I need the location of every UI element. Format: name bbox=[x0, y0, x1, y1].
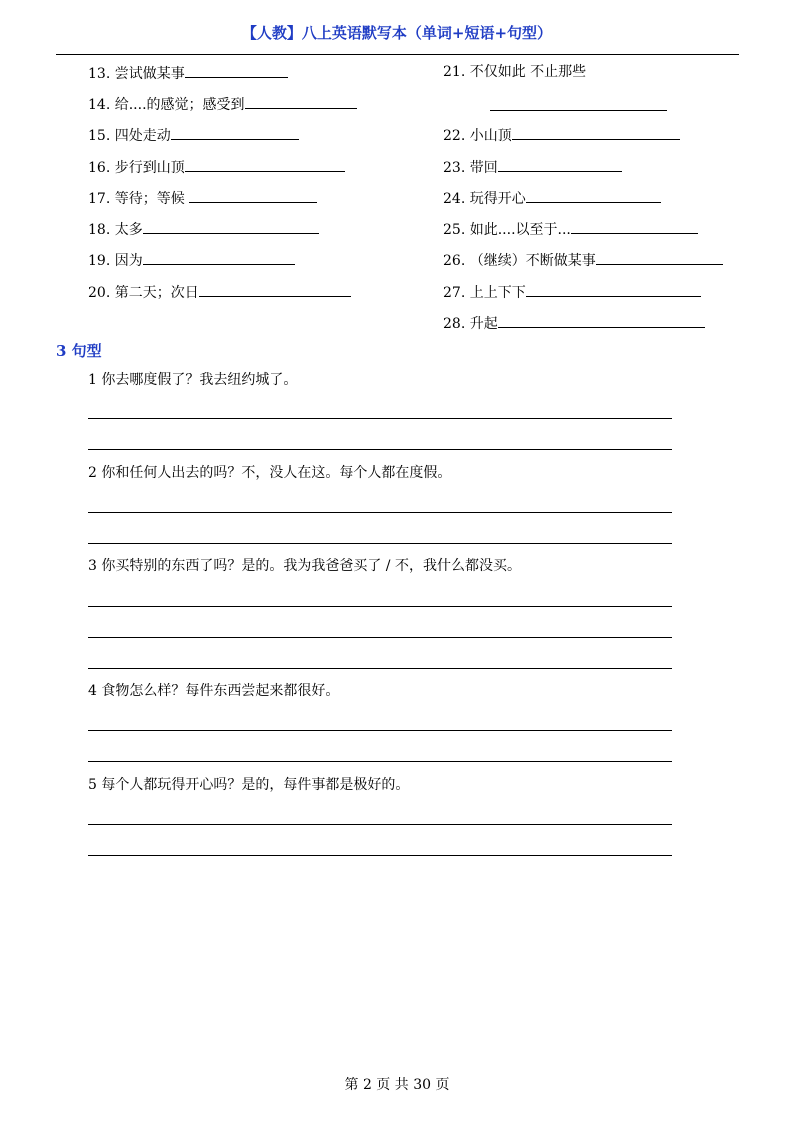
phrase-number: 15. bbox=[88, 128, 111, 144]
page-footer: 第 2 页 共 30 页 bbox=[344, 1077, 450, 1093]
phrase-text: 因为 bbox=[114, 253, 143, 269]
phrase-text: 不仅如此 不止那些 bbox=[469, 64, 587, 80]
phrase-item bbox=[88, 125, 299, 145]
answer-blank[interactable] bbox=[571, 219, 698, 234]
phrase-item bbox=[443, 313, 705, 333]
answer-line[interactable] bbox=[88, 824, 672, 825]
answer-blank[interactable] bbox=[526, 282, 701, 297]
phrase-number: 14. bbox=[88, 97, 111, 113]
answer-blank[interactable] bbox=[171, 125, 299, 140]
phrase-number: 27. bbox=[443, 285, 466, 301]
answer-blank[interactable] bbox=[185, 157, 345, 172]
answer-blank[interactable] bbox=[143, 250, 295, 265]
answer-blank[interactable] bbox=[498, 313, 705, 328]
phrase-number: 13. bbox=[88, 66, 111, 82]
phrase-item bbox=[443, 63, 586, 81]
answer-line[interactable] bbox=[88, 668, 672, 669]
phrase-text: 太多 bbox=[114, 222, 143, 238]
phrase-item bbox=[443, 250, 723, 270]
phrase-item bbox=[88, 157, 345, 177]
answer-blank[interactable] bbox=[199, 282, 351, 297]
answer-blank[interactable] bbox=[185, 63, 288, 78]
phrase-text: 给....的感觉；感受到 bbox=[114, 97, 245, 113]
phrase-item bbox=[443, 219, 698, 239]
phrase-text: 升起 bbox=[469, 316, 498, 332]
answer-line[interactable] bbox=[88, 730, 672, 731]
phrase-number: 18. bbox=[88, 222, 111, 238]
phrase-text: （继续）不断做某事 bbox=[469, 253, 596, 269]
answer-line[interactable] bbox=[88, 512, 672, 513]
answer-line[interactable] bbox=[88, 543, 672, 544]
answer-blank[interactable] bbox=[143, 219, 319, 234]
phrase-text: 小山顶 bbox=[469, 128, 512, 144]
sentence-prompt: 4 食物怎么样？每件东西尝起来都很好。 bbox=[88, 683, 340, 699]
answer-blank[interactable] bbox=[490, 110, 667, 111]
phrase-text: 等待；等候 bbox=[114, 191, 190, 207]
phrase-number: 22. bbox=[443, 128, 466, 144]
answer-blank[interactable] bbox=[245, 94, 357, 109]
section-title: 3 句型 bbox=[56, 342, 102, 360]
answer-blank[interactable] bbox=[596, 250, 723, 265]
sentence-prompt: 3 你买特别的东西了吗？是的。我为我爸爸买了 / 不，我什么都没买。 bbox=[88, 558, 521, 574]
phrase-text: 尝试做某事 bbox=[114, 66, 185, 82]
phrase-text: 步行到山顶 bbox=[114, 160, 185, 176]
answer-line[interactable] bbox=[88, 606, 672, 607]
phrase-number: 26. bbox=[443, 253, 466, 269]
phrase-item bbox=[88, 250, 295, 270]
phrase-number: 25. bbox=[443, 222, 466, 238]
phrase-text: 第二天；次日 bbox=[114, 285, 199, 301]
phrase-number: 20. bbox=[88, 285, 111, 301]
phrase-text: 玩得开心 bbox=[469, 191, 526, 207]
phrase-item bbox=[88, 219, 319, 239]
phrase-text: 带回 bbox=[469, 160, 498, 176]
phrase-item bbox=[443, 282, 701, 302]
answer-line[interactable] bbox=[88, 637, 672, 638]
phrase-text: 上上下下 bbox=[469, 285, 526, 301]
phrase-item bbox=[88, 94, 357, 114]
phrase-text: 四处走动 bbox=[114, 128, 171, 144]
phrase-number: 21. bbox=[443, 64, 466, 80]
phrase-number: 24. bbox=[443, 191, 466, 207]
phrase-text: 如此....以至于... bbox=[469, 222, 571, 238]
answer-line[interactable] bbox=[88, 418, 672, 419]
sentence-prompt: 5 每个人都玩得开心吗？是的，每件事都是极好的。 bbox=[88, 777, 410, 793]
phrase-item bbox=[443, 188, 661, 208]
phrase-number: 19. bbox=[88, 253, 111, 269]
sentence-prompt: 2 你和任何人出去的吗？不，没人在这。每个人都在度假。 bbox=[88, 465, 452, 481]
phrase-number: 23. bbox=[443, 160, 466, 176]
phrase-number: 28. bbox=[443, 316, 466, 332]
phrase-number: 17. bbox=[88, 191, 111, 207]
answer-line[interactable] bbox=[88, 855, 672, 856]
answer-blank[interactable] bbox=[498, 157, 622, 172]
phrase-item bbox=[443, 157, 622, 177]
sentence-prompt: 1 你去哪度假了？我去纽约城了。 bbox=[88, 372, 298, 388]
answer-blank[interactable] bbox=[526, 188, 661, 203]
answer-line[interactable] bbox=[88, 449, 672, 450]
phrase-item bbox=[88, 282, 351, 302]
answer-blank[interactable] bbox=[189, 188, 317, 203]
header-divider bbox=[56, 54, 739, 55]
answer-line[interactable] bbox=[88, 761, 672, 762]
phrase-item bbox=[443, 125, 680, 145]
phrase-item bbox=[88, 188, 317, 208]
phrase-item bbox=[88, 63, 288, 83]
page-header-title: 【人教】八上英语默写本（单词+短语+句型） bbox=[241, 24, 553, 42]
phrase-number: 16. bbox=[88, 160, 111, 176]
answer-blank[interactable] bbox=[512, 125, 680, 140]
